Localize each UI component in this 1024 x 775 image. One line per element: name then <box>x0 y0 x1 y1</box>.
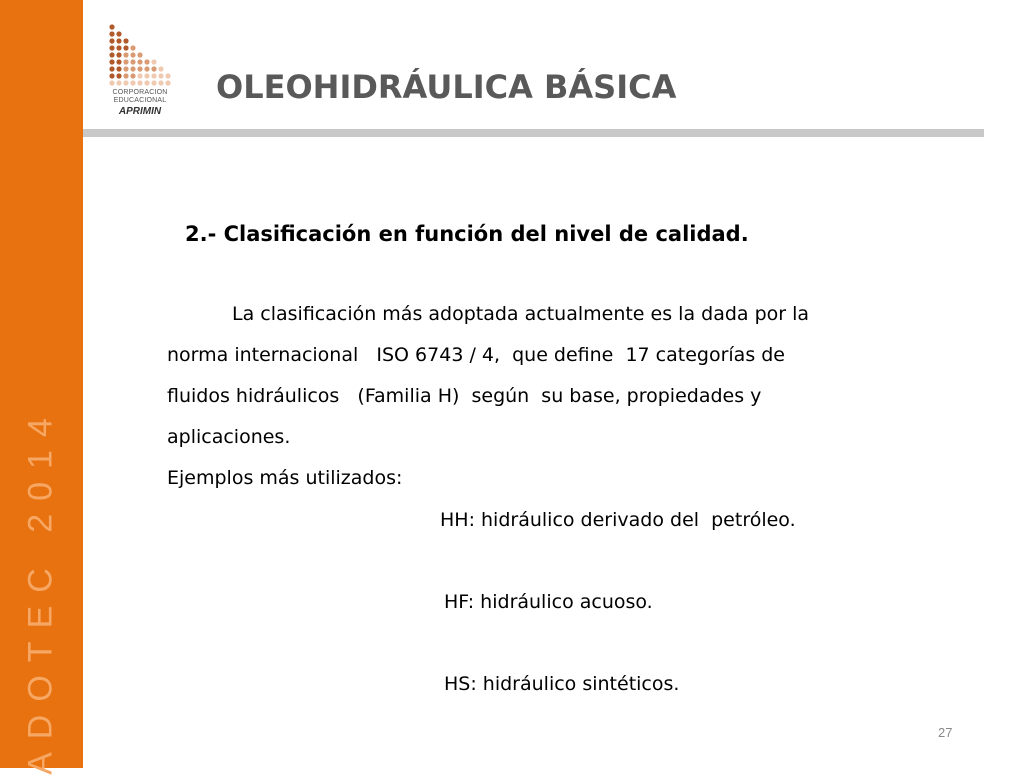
sidebar-band <box>0 0 83 775</box>
company-logo <box>106 23 174 118</box>
paragraph-line-3: fluidos hidráulicos (Familia H) según su base, propiedades y <box>167 385 762 407</box>
example-hf: HF: hidráulico acuoso. <box>444 591 653 613</box>
paragraph-line-2: norma internacional ISO 6743 / 4, que define 17 categorías de <box>167 344 786 366</box>
title-divider <box>83 129 984 137</box>
page-number: 27 <box>938 725 953 740</box>
paragraph-line-4: aplicaciones. <box>167 426 291 448</box>
paragraph-line-1: La clasificación más adoptada actualmente es la dada por la <box>232 303 810 325</box>
logo-text-line2: EDUCACIONAL <box>113 97 167 104</box>
section-heading: 2.- Clasificación en función del nivel de calidad. <box>185 222 749 246</box>
example-hh: HH: hidráulico derivado del petróleo. <box>440 509 796 531</box>
logo-brand: APRIMIN <box>118 106 162 117</box>
logo-dot-triangle <box>106 23 174 87</box>
examples-label: Ejemplos más utilizados: <box>167 467 403 489</box>
sidebar-watermark: ADOTEC 2014 <box>21 405 60 775</box>
slide-title: OLEOHIDRÁULICA BÁSICA <box>216 68 677 106</box>
logo-text-line1: CORPORACION <box>112 89 168 96</box>
example-hs: HS: hidráulico sintéticos. <box>444 673 680 695</box>
